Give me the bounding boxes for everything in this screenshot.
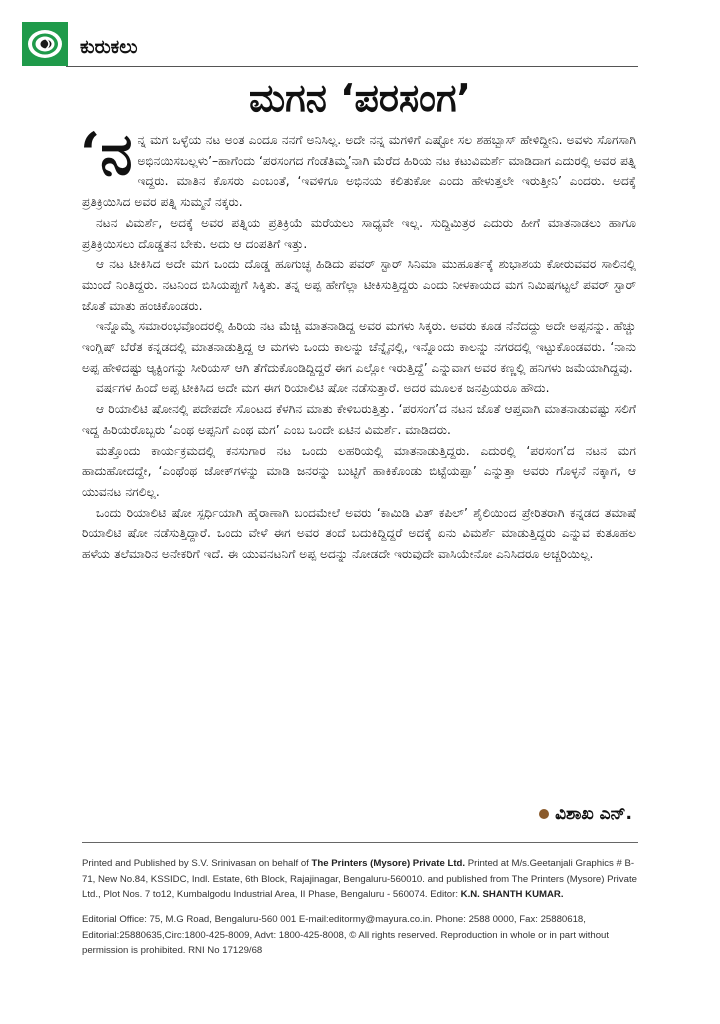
- footer-divider: [82, 842, 638, 843]
- bullet-icon: [539, 809, 549, 819]
- imprint-prefix: Printed and Published by S.V. Srinivasan on behalf of: [82, 858, 312, 869]
- page-header: [22, 22, 638, 68]
- imprint-editor: K.N. SHANTH KUMAR.: [460, 889, 564, 900]
- article-paragraph: ಆ ರಿಯಾಲಿಟಿ ಷೋನಲ್ಲಿ ಪದೇಪದೇ ಸೊಂಟದ ಕೆಳಗಿನ ಮಾತು ಕೇಳಿಬರುತ್ತಿತ್ತು. ‘ಪರಸಂಗ’ದ ನಟನ ಜೊತೆ ಆಪ್ತವಾಗಿ ಮಾತನಾಡುವಷ್ಟು ಸಲಿಗೆ ಇದ್ದ ಹಿರಿಯರೊಬ್ಬರು ‘ಎಂಥ ಅಪ್ಪನಿಗೆ ಎಂಥ ಮಗ’ ಎಂಬ ಒಂದೇ ಏಟಿನ ವಿಮರ್ಶೆ. ಮಾಡಿದರು.: [82, 402, 636, 437]
- print-imprint: [82, 856, 638, 903]
- article-paragraph: ಆ ನಟ ಟೀಕಿಸಿದ ಅದೇ ಮಗ ಒಂದು ದೊಡ್ಡ ಹೂಗುಚ್ಛ ಹಿಡಿದು ಪವರ್ ಸ್ಟಾರ್ ಸಿನಿಮಾ ಮುಹೂರ್ತಕ್ಕೆ ಶುಭಾಶಯ ಕೋರುವವರ ಸಾಲಿನಲ್ಲಿ ಮುಂದೆ ನಿಂತಿದ್ದರು. ನಟನಿಂದ ಬಿಸಿಯಪ್ಪುಗೆ ಸಿಕ್ಕಿತು. ತನ್ನ ಅಪ್ಪ ಹೇಗೆಲ್ಲಾ ಟೀಕಿಸುತ್ತಿದ್ದರು ಎಂದು ನೀಳಕಾಯದ ಮಗ ನಿಮಿಷಗಟ್ಟಲೆ ಪವರ್ ಸ್ಟಾರ್ ಜೊತೆ ಮಾತು ಹಂಚಿಕೊಂಡರು.: [82, 257, 636, 313]
- article-paragraph: ಮತ್ತೊಂದು ಕಾರ್ಯಕ್ರಮದಲ್ಲಿ ಕನಸುಗಾರ ನಟ ಒಂದು ಲಹರಿಯಲ್ಲಿ ಮಾತನಾಡುತ್ತಿದ್ದರು. ಎದುರಲ್ಲಿ ‘ಪರಸಂಗ’ದ ನಟನ ಮಗ ಹಾದುಹೋದದ್ದೇ, ‘ಎಂಥೆಂಥ ಜೋಕ್‌ಗಳನ್ನು ಮಾಡಿ ಜನರನ್ನು ಬುಟ್ಟಿಗೆ ಹಾಕಿಕೊಂಡು ಬಿಟ್ಟೆಯಪ್ಪಾ’ ಎನ್ನುತ್ತಾ ಅವರು ಗೊಳ್ಳನೆ ನಕ್ಕಾಗ, ಆ ಯುವನಟ ನಗಲಿಲ್ಲ.: [82, 443, 636, 499]
- publication-logo-icon: [22, 22, 68, 66]
- imprint-middle: Printed at M/s.Geetanjali Graphics # B-71, New No.84, KSSIDC, Indl. Estate, 6th Block, Rajajinagar, Bengaluru-560010. and published from The Printers (Mysore) Private Ltd., Plot Nos. 7 to12, Kumbalgodu Industrial Area, II Phase, Bengaluru - 560074. Editor:: [82, 858, 637, 900]
- paragraph-text: ನ್ನ ಮಗ ಒಳ್ಳೆಯ ನಟ ಅಂತ ಎಂದೂ ನನಗೆ ಅನಿಸಿಲ್ಲ. ಅದೇ ನನ್ನ ಮಗಳಿಗೆ ಎಷ್ಟೋ ಸಲ ಶಹಬ್ಬಾಸ್ ಹೇಳಿದ್ದೀನಿ. ಅವಳು ಸೊಗಸಾಗಿ ಅಭಿನಯಿಸಬಲ್ಲಳು’–ಹಾಗೆಂದು ‘ಪರಸಂಗದ ಗೆಂಡೆತಿಮ್ಮ’ನಾಗಿ ಮೆರೆದ ಹಿರಿಯ ನಟ ಕಟುವಿಮರ್ಶೆ ಮಾಡಿದಾಗ ಎದುರಲ್ಲಿ ಅವರ ಪತ್ನಿ ಇದ್ದರು. ಮಾತಿನ ಕೊಸರು ಎಂಬಂತೆ, ‘ಇವಳಿಗೂ ಅಭಿನಯ ಕಲಿತುಕೋ ಎಂದು ಹೇಳುತ್ತಲೇ ಇರುತ್ತೀನಿ’ ಎಂದರು. ಅದಕ್ಕೆ ಪ್ರತಿಕ್ರಿಯಿಸಿದ ಅವರ ಪತ್ನಿ ಸುಮ್ಮನೆ ನಕ್ಕರು.: [82, 133, 636, 210]
- article-title: ಮಗನ ‘ಪರಸಂಗ’: [249, 76, 471, 120]
- article-paragraph: ವರ್ಷಗಳ ಹಿಂದೆ ಅಪ್ಪ ಟೀಕಿಸಿದ ಅದೇ ಮಗ ಈಗ ರಿಯಾಲಿಟಿ ಷೋ ನಡೆಸುತ್ತಾರೆ. ಅದರ ಮೂಲಕ ಜನಪ್ರಿಯರೂ ಹೌದು.: [96, 381, 550, 396]
- author-name: ವಿಶಾಖ ಎನ್.: [555, 804, 632, 824]
- section-label: ಕುರುಕಲು: [80, 36, 138, 58]
- author-byline: [539, 804, 632, 824]
- editorial-office-info: Editorial Office: 75, M.G Road, Bengaluru-560 001 E-mail:editormy@mayura.co.in. Phone: 2588 0000, Fax: 25880618, Editorial:25880635,Circ:1800-425-8009, Advt: 1800-425-8008, © All rights reserved. Reproduction in whole or in part without permission is prohibited. RNI No 17129/68: [82, 914, 610, 956]
- header-divider: [66, 66, 638, 67]
- article-paragraph: [80, 120, 636, 213]
- article-paragraph: ಒಂದು ರಿಯಾಲಿಟಿ ಷೋ ಸ್ಪರ್ಧಿಯಾಗಿ ಹೈರಾಣಾಗಿ ಬಂದಮೇಲೆ ಅವರು ‘ಕಾಮಿಡಿ ವಿತ್ ಕಪಿಲ್’ ಶೈಲಿಯಿಂದ ಪ್ರೇರಿತರಾಗಿ ಕನ್ನಡದ ತಮಾಷೆ ರಿಯಾಲಿಟಿ ಷೋ ನಡೆಸುತ್ತಿದ್ದಾರೆ. ಒಂದು ವೇಳೆ ಈಗ ಅವರ ತಂದೆ ಬದುಕಿದ್ದಿದ್ದರೆ ಅದಕ್ಕೆ ಏನು ವಿಮರ್ಶೆ ಮಾಡುತ್ತಿದ್ದರು ಎನ್ನುವ ಕುತೂಹಲ ಹಳೆಯ ತಲೆಮಾರಿನ ಅನೇಕರಿಗೆ ಇದೆ. ಈ ಯುವನಟನಿಗೆ ಅಪ್ಪ ಅದನ್ನು ನೋಡದೇ ಇರುವುದೇ ವಾಸಿಯೇನೋ ಎನಿಸಿದರೂ ಅಚ್ಚರಿಯಿಲ್ಲ.: [82, 505, 636, 562]
- article-paragraph: ಇನ್ನೊಮ್ಮೆ ಸಮಾರಂಭವೊಂದರಲ್ಲಿ ಹಿರಿಯ ನಟ ಮೆಚ್ಚಿ ಮಾತನಾಡಿದ್ದ ಅವರ ಮಗಳು ಸಿಕ್ಕರು. ಅವರು ಕೂಡ ನೆನೆದದ್ದು ಅದೇ ಅಪ್ಪನನ್ನು. ಹೆಚ್ಚು ಇಂಗ್ಲಿಷ್ ಬೆರೆತ ಕನ್ನಡದಲ್ಲಿ ಮಾತನಾಡುತ್ತಿದ್ದ ಆ ಮಗಳು ಒಂದು ಕಾಲನ್ನು ಚೆನ್ನೈನಲ್ಲಿ, ಇನ್ನೊಂದು ಕಾಲನ್ನು ನಗರದಲ್ಲಿ ಇಟ್ಟುಕೊಂಡವರು. ‘ನಾನು ಅಪ್ಪ ಹೇಳಿದಷ್ಟು ಆ್ಯಕ್ಟಿಂಗನ್ನು ಸೀರಿಯಸ್ ಆಗಿ ತೆಗೆದುಕೊಂಡಿದ್ದಿದ್ದರೆ ಈಗ ಎಲ್ಲೋ ಇರುತ್ತಿದ್ದೆ’ ಎನ್ನುವಾಗ ಅವರ ಕಣ್ಣಲ್ಲಿ ಹನಿಗಳು ಜಮೆಯಾಗಿದ್ದವು.: [82, 319, 636, 375]
- article-body: [80, 120, 636, 565]
- article-paragraph: ನಟನ ವಿಮರ್ಶೆ, ಅದಕ್ಕೆ ಅವರ ಪತ್ನಿಯ ಪ್ರತಿಕ್ರಿಯೆ ಮರೆಯಲು ಸಾಧ್ಯವೇ ಇಲ್ಲ. ಸುದ್ದಿಮಿತ್ರರ ಎದುರು ಹೀಗೆ ಮಾತನಾಡಲು ಹಾಗೂ ಪ್ರತಿಕ್ರಿಯಿಸಲು ದೊಡ್ಡತನ ಬೇಕು. ಅದು ಆ ದಂಪತಿಗೆ ಇತ್ತು.: [82, 215, 636, 251]
- imprint-company: The Printers (Mysore) Private Ltd.: [311, 858, 466, 869]
- drop-cap: ‘ನ: [80, 120, 133, 188]
